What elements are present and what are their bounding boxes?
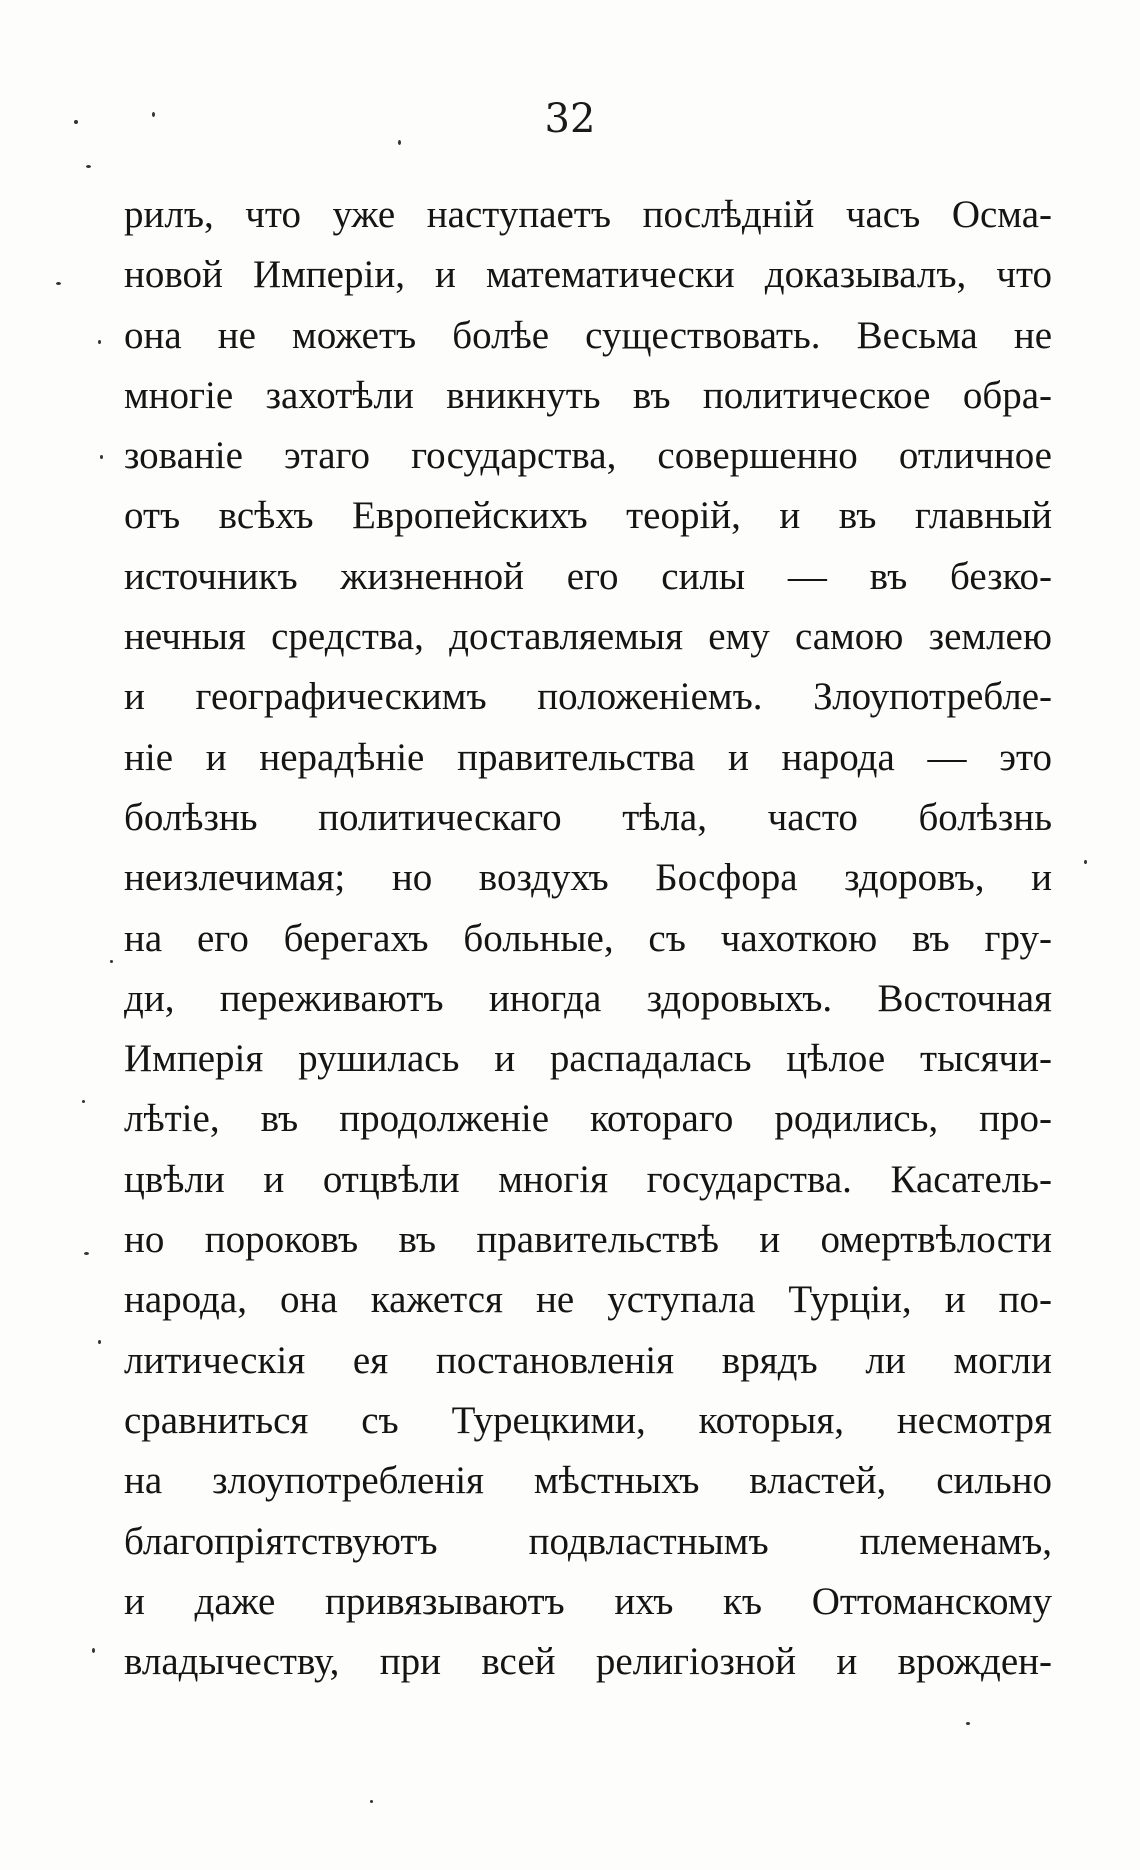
text-line: и даже привязываютъ ихъ къ Оттоманскому [124, 1579, 1052, 1623]
text-line: зованіе этаго государства, совершенно отличное [124, 434, 1052, 478]
body-text [124, 185, 1052, 1692]
text-line: ніе и нерадѣніе правительства и народа — это [124, 735, 1052, 779]
scan-speck [152, 112, 155, 117]
scan-speck [92, 1648, 95, 1653]
scan-speck [100, 455, 103, 459]
scan-speck [370, 1800, 373, 1803]
text-line: на его берегахъ больные, съ чахоткою въ гру- [124, 916, 1052, 960]
text-line: болѣзнь политическаго тѣла, часто болѣзнь [124, 795, 1052, 839]
scan-speck [1084, 860, 1087, 864]
text-line: отъ всѣхъ Европейскихъ теорій, и въ главный [124, 494, 1052, 538]
text-line: она не можетъ болѣе существовать. Весьма не [124, 313, 1052, 357]
text-line: источникъ жизненной его силы — въ безко- [124, 554, 1052, 598]
text-line: благопріятствуютъ подвластнымъ племенамъ, [124, 1519, 1052, 1563]
text-line: сравниться съ Турецкими, которыя, несмотря [124, 1398, 1052, 1442]
scan-speck [56, 282, 61, 285]
text-line: Имперія рушилась и распадалась цѣлое тысячи- [124, 1037, 1052, 1081]
text-line: цвѣли и отцвѣли многія государства. Касатель- [124, 1157, 1052, 1201]
scan-speck [82, 1100, 85, 1103]
scan-speck [398, 140, 401, 145]
scan-speck [98, 340, 101, 344]
scan-speck [966, 1722, 970, 1725]
text-line: ди, переживаютъ иногда здоровыхъ. Восточная [124, 976, 1052, 1020]
scan-speck [84, 1252, 89, 1255]
text-line: неизлечимая; но воздухъ Босфора здоровъ, и [124, 856, 1052, 900]
text-line: рилъ, что уже наступаетъ послѣдній часъ Осма- [124, 193, 1052, 236]
text-line: нечныя средства, доставляемыя ему самою землею [124, 615, 1052, 659]
page-number: 32 [544, 96, 596, 142]
text-line: народа, она кажется не уступала Турціи, и по- [124, 1278, 1052, 1322]
text-line: лѣтіе, въ продолженіе котораго родились, про- [124, 1097, 1052, 1141]
text-line: литическія ея постановленія врядъ ли могли [124, 1338, 1052, 1382]
text-line: владычеству, при всей религіозной и врожден- [124, 1640, 1052, 1684]
text-line: на злоупотребленія мѣстныхъ властей, сильно [124, 1459, 1052, 1503]
text-line: многіе захотѣли вникнуть въ политическое обра- [124, 373, 1052, 417]
scan-speck [110, 960, 113, 963]
scan-speck [74, 120, 78, 124]
text-line: но пороковъ въ правительствѣ и омертвѣлости [124, 1218, 1052, 1262]
scan-speck [86, 165, 91, 168]
text-line: новой Имперіи, и математически доказывалъ, что [124, 253, 1052, 297]
scan-speck [98, 1340, 101, 1344]
text-line: и географическимъ положеніемъ. Злоупотребле- [124, 675, 1052, 719]
